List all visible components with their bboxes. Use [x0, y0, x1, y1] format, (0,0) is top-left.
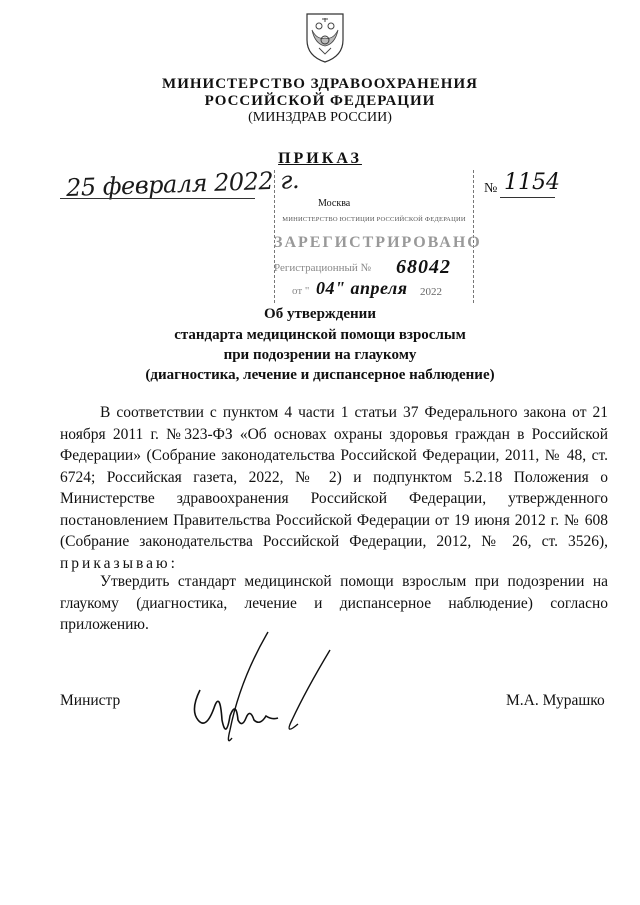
ministry-short-name: (МИНЗДРАВ РОССИИ)	[248, 110, 392, 125]
handwritten-order-date: 25 февраля 2022 г.	[65, 165, 300, 203]
russian-coat-of-arms-icon	[303, 10, 347, 64]
stamp-registration-number: 68042	[396, 256, 451, 278]
document-title-line4: (диагностика, лечение и диспансерное наблюдение)	[145, 367, 495, 383]
stamp-from-label: от "	[292, 285, 310, 297]
stamp-handwritten-date: 04" апреля	[316, 278, 408, 298]
signatory-position: Министр	[60, 692, 121, 709]
preamble-text: В соответствии с пунктом 4 части 1 статьи 37 Федерального закона от 21 ноября 2011 г. №323-ФЗ «Об основах охраны здоровья граждан в Российской Федерации» (Собрание законодательства Российской Федерации, 2011, № 48, ст. 6724; Российская газета, 2022, № 2) и подпунктом 5.2.18 Положения о Министерстве здравоохранения Российской Федерации, утвержденного постановлением Правительства Российской Федерации от 19 июня 2012 г. № 608 (Собрание законодательства Российской Федерации, 2012, № 26, ст. 3526),	[60, 404, 608, 550]
registration-stamp	[274, 170, 482, 305]
document-title-line3: при подозрении на глаукому	[223, 347, 417, 363]
handwritten-order-number: 1154	[504, 170, 560, 195]
stamp-ministry: МИНИСТЕРСТВО ЮСТИЦИИ РОССИЙСКОЙ ФЕДЕРАЦИИ	[282, 216, 466, 223]
handwritten-signature	[180, 620, 340, 750]
ministry-name-line2: РОССИЙСКОЙ ФЕДЕРАЦИИ	[204, 93, 436, 109]
ministry-name-line1: МИНИСТЕРСТВО ЗДРАВООХРАНЕНИЯ	[162, 76, 478, 92]
order-title: ПРИКАЗ	[278, 150, 362, 167]
stamp-year: 2022	[420, 286, 442, 298]
order-heading	[0, 150, 640, 168]
date-underline	[60, 198, 255, 199]
order-directive: приказываю:	[60, 554, 178, 572]
order-number-label: №	[484, 181, 498, 196]
preamble-paragraph	[60, 402, 608, 574]
stamp-registered-label: ЗАРЕГИСТРИРОВАНО	[274, 234, 482, 251]
stamp-city: Москва	[318, 198, 351, 209]
stamp-registration-label: Регистрационный №	[274, 262, 372, 274]
document-title-line2: стандарта медицинской помощи взрослым	[174, 327, 466, 343]
number-underline	[500, 197, 555, 198]
document-title-line1: Об утверждении	[264, 306, 376, 322]
signatory-name: М.А. Мурашко	[506, 692, 605, 709]
resolution-paragraph: Утвердить стандарт медицинской помощи взрослым при подозрении на глаукому (диагностика, лечение и диспансерное наблюдение) согласно приложению.	[60, 573, 608, 633]
